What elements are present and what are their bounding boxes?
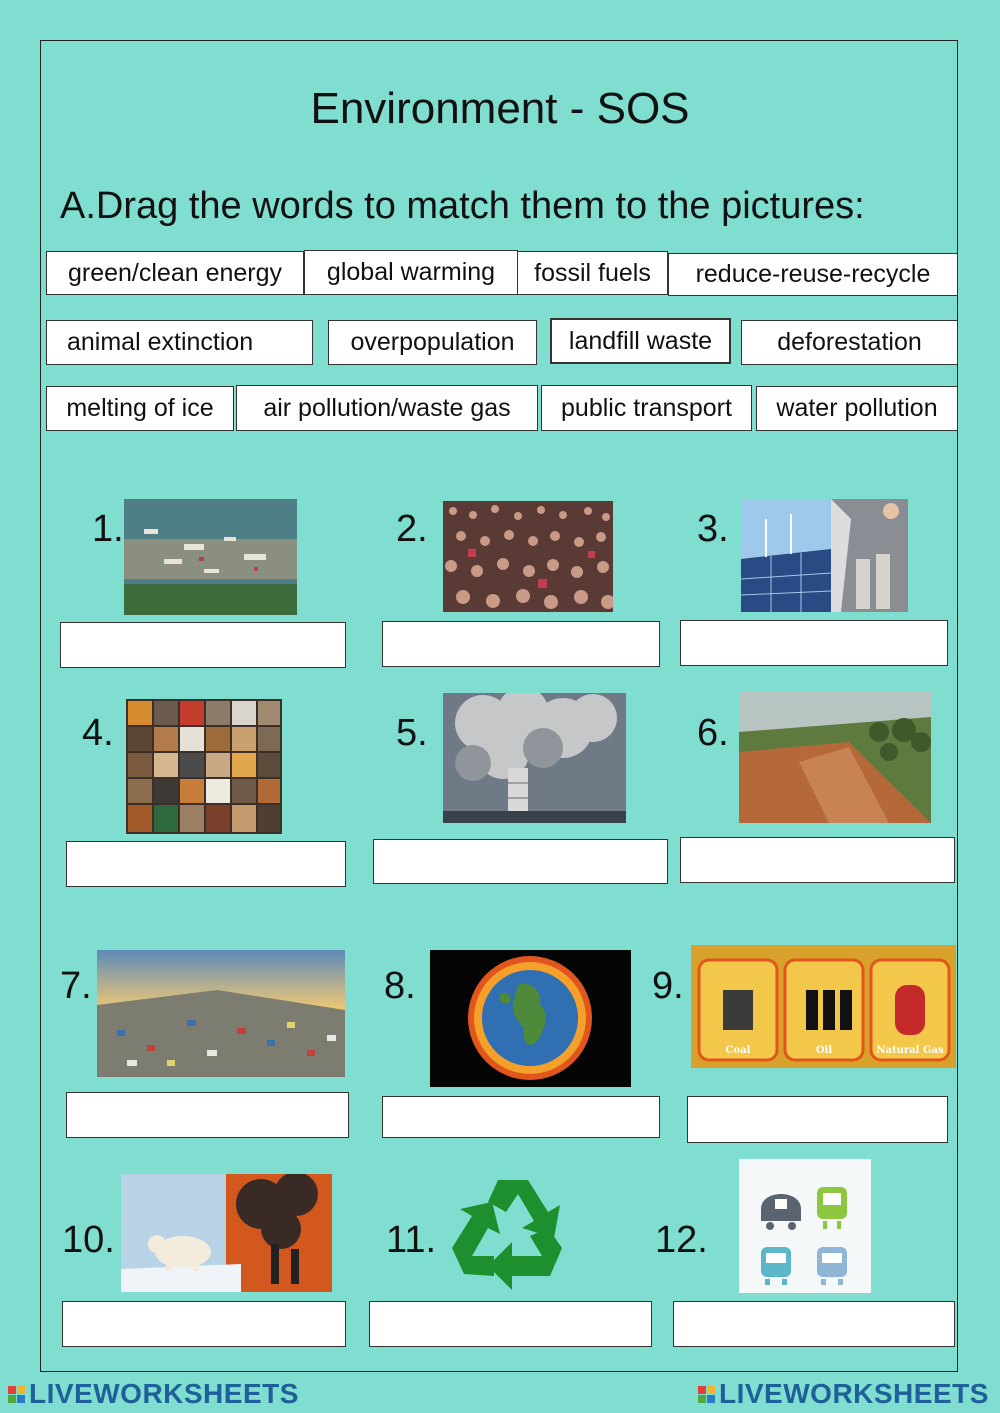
item-number: 2. [396,508,428,550]
brand-name: LIVEWORKSHEETS [719,1378,989,1409]
answer-box[interactable] [382,1096,660,1138]
answer-box[interactable] [687,1096,948,1143]
word-chip[interactable]: global warming [304,250,518,295]
burning-earth-image [430,950,631,1087]
smokestack-photo [443,693,626,823]
answer-box[interactable] [62,1301,346,1347]
item-number: 6. [697,712,729,754]
item-number: 8. [384,965,416,1007]
instruction-text: A.Drag the words to match them to the pictures: [60,185,865,227]
item-number: 10. [62,1219,115,1261]
answer-box[interactable] [673,1301,955,1347]
item-number: 3. [697,508,729,550]
recycle-icon [450,1172,576,1296]
answer-box[interactable] [60,622,346,668]
answer-box[interactable] [382,621,660,667]
fossil-caption: Coal [725,1045,751,1056]
answer-box[interactable] [66,841,346,887]
word-chip[interactable]: reduce-reuse-recycle [668,253,958,296]
public-transport-icons [739,1159,871,1293]
item-number: 12. [655,1219,708,1261]
answer-box[interactable] [66,1092,349,1138]
answer-box[interactable] [680,620,948,666]
word-chip[interactable]: public transport [541,385,752,431]
word-chip[interactable]: melting of ice [46,386,234,431]
item-number: 11. [386,1219,437,1261]
answer-box[interactable] [373,839,668,884]
deforestation-photo [739,692,931,823]
item-number: 9. [652,965,684,1007]
polar-bear-melting-ice-image [121,1174,332,1292]
solar-wind-vs-factory-photo [741,499,908,612]
word-chip[interactable]: landfill waste [550,318,731,364]
water-pollution-photo [124,499,297,615]
word-chip[interactable]: overpopulation [328,320,537,365]
word-chip[interactable]: green/clean energy [46,251,304,295]
word-chip[interactable]: deforestation [741,320,958,365]
landfill-photo [97,950,345,1077]
item-number: 5. [396,712,428,754]
item-number: 7. [60,965,92,1007]
logo-blocks-icon [8,1386,25,1403]
brand-name: LIVEWORKSHEETS [29,1378,299,1409]
item-number: 1. [92,508,124,550]
fossil-caption: Oil [815,1045,833,1056]
answer-box[interactable] [680,837,955,883]
crowd-photo [443,501,613,612]
fossil-fuels-image [691,945,956,1068]
liveworksheets-logo [698,1378,989,1410]
answer-box[interactable] [369,1301,652,1347]
word-chip[interactable]: air pollution/waste gas [236,385,538,431]
animal-faces-collage [126,699,282,834]
word-chip[interactable]: fossil fuels [517,251,668,295]
logo-blocks-icon [698,1386,715,1403]
page-title: Environment - SOS [310,84,690,133]
word-chip[interactable]: water pollution [756,386,958,431]
item-number: 4. [82,712,114,754]
liveworksheets-logo [8,1378,299,1410]
fossil-caption: Natural Gas [876,1045,944,1056]
word-chip[interactable]: animal extinction [46,320,313,365]
